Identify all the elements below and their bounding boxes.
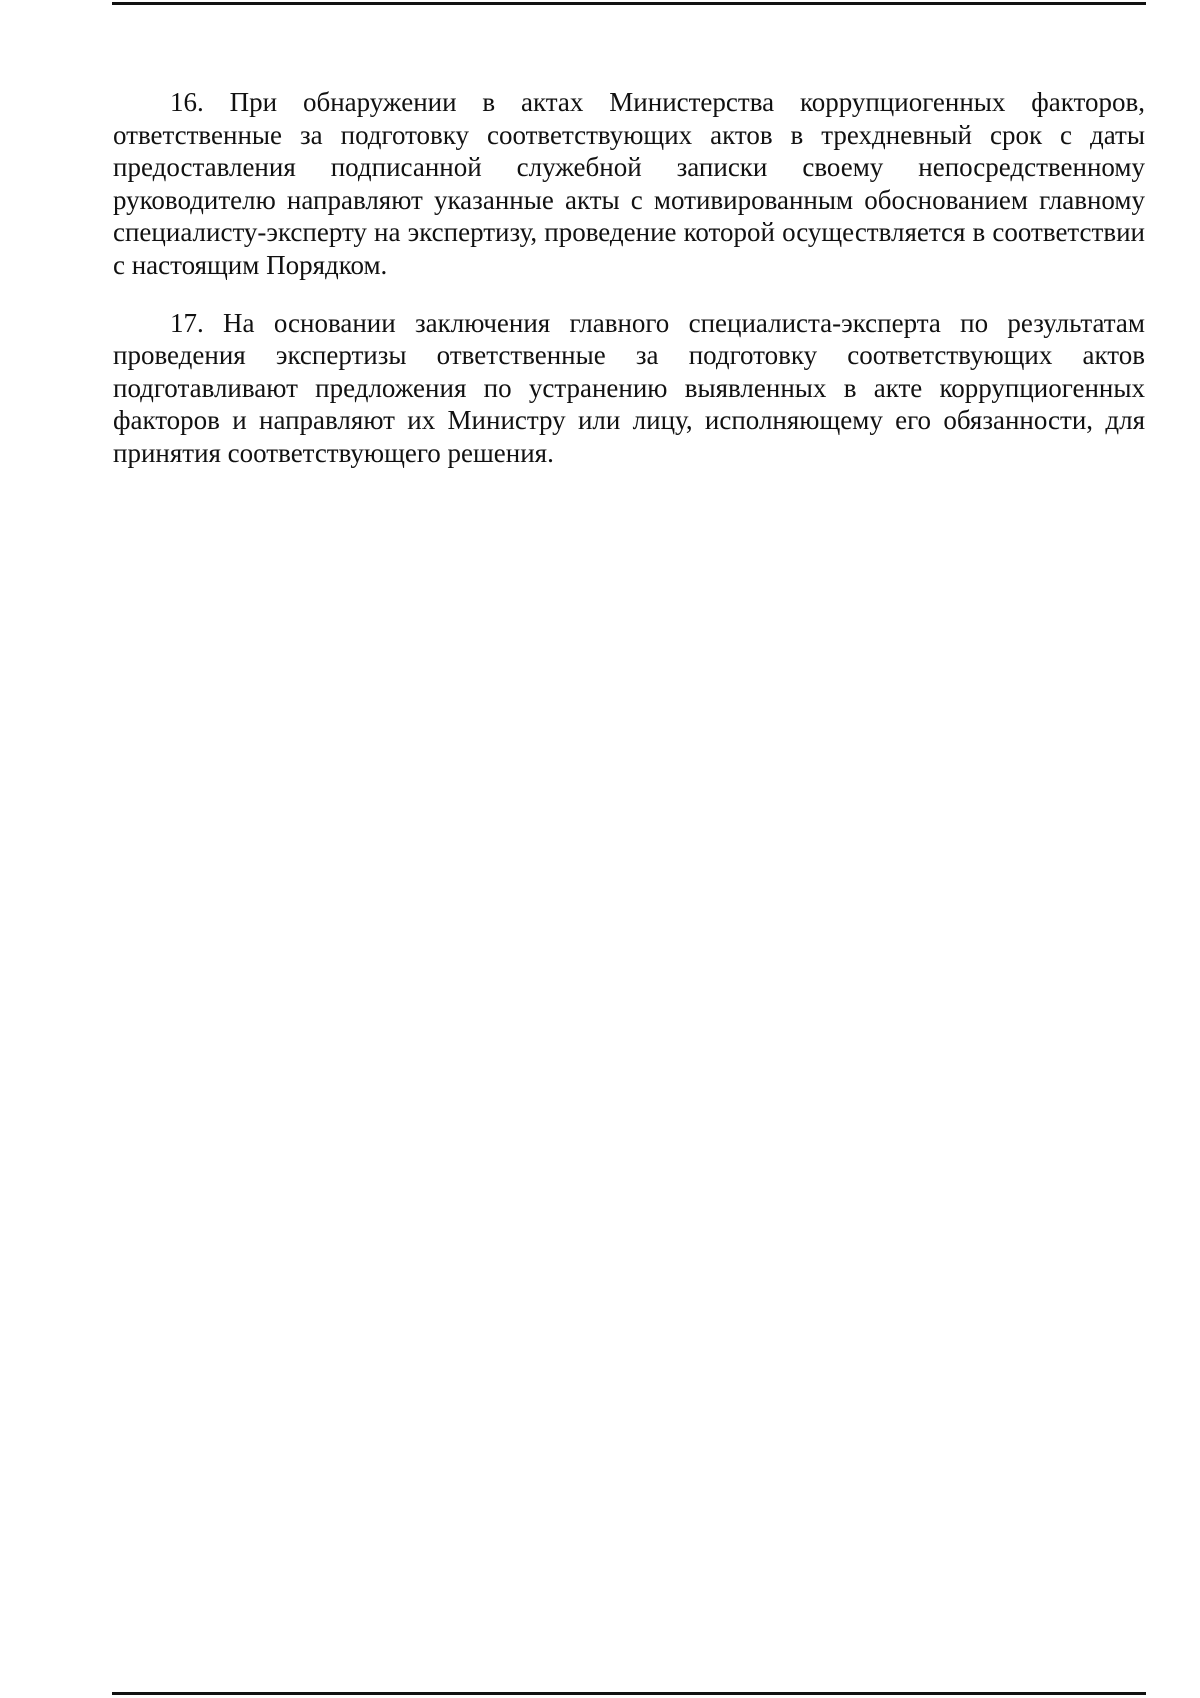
bottom-rule — [112, 1692, 1146, 1695]
paragraph-16: 16. При обнаружении в актах Министерства коррупциогенных факторов, ответственные за подготовку соответствующих актов в трехдневный срок с даты предоставления подписанной служебной записки своему непосредственному руководителю направляют указанные акты с мотивированным обоснованием главному специалисту-эксперту на экспертизу, проведение которой осуществляется в соответствии с настоящим Порядком. — [113, 87, 1145, 280]
top-rule — [112, 2, 1146, 5]
paragraph-17: 17. На основании заключения главного специалиста-эксперта по результатам проведения экспертизы ответственные за подготовку соответствующих актов подготавливают предложения по устранению выявленных в акте коррупциогенных факторов и направляют их Министру или лицу, исполняющему его обязанности, для принятия соответствующего решения. — [113, 307, 1145, 468]
document-body — [113, 86, 1145, 470]
